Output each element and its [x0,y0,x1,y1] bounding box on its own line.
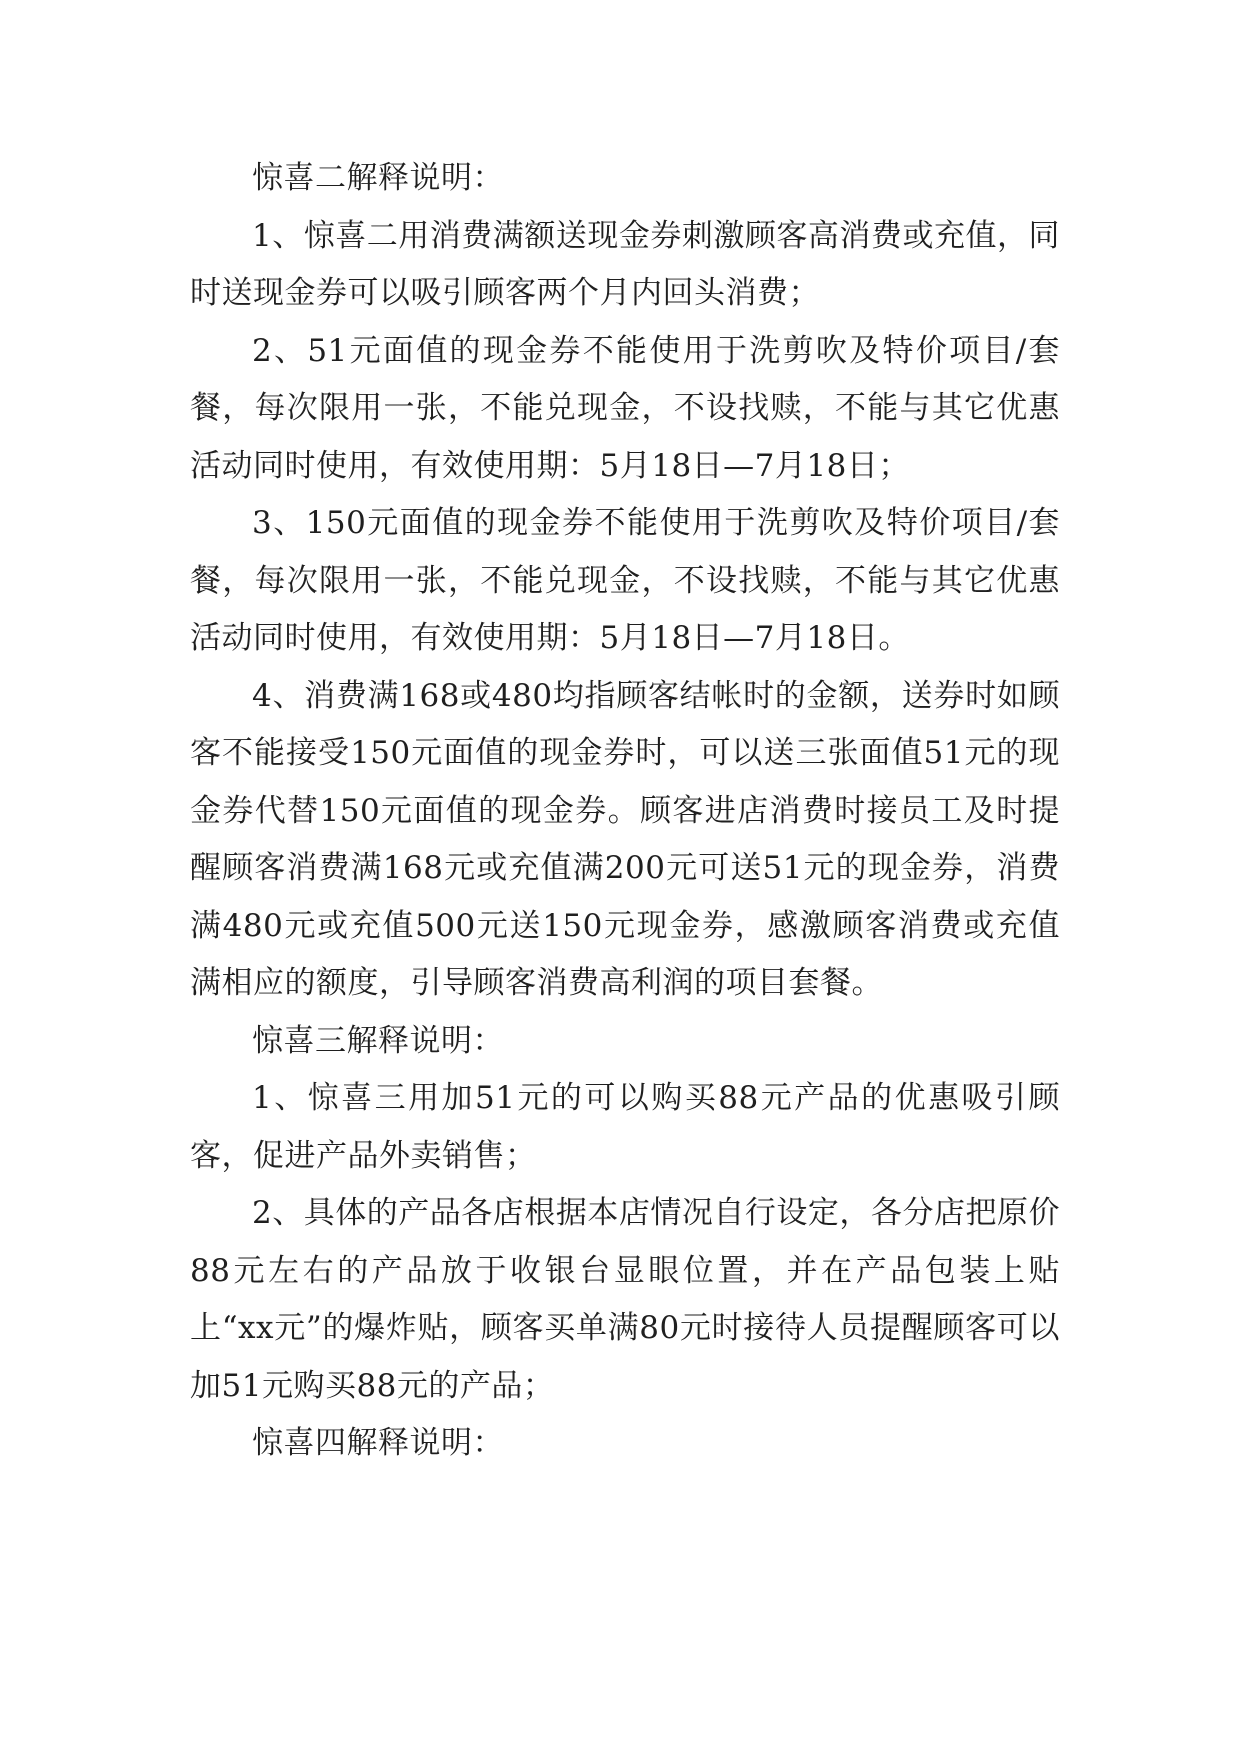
paragraph-item-4: 4、消费满168或480均指顾客结帐时的金额，送券时如顾客不能接受150元面值的现金券时，可以送三张面值51元的现金券代替150元面值的现金券。顾客进店消费时接员工及时提醒顾客消费满168元或充值满200元可送51元的现金券，消费满480元或充值500元送150元现金券，感激顾客消费或充值满相应的额度，引导顾客消费高利润的项目套餐。 [190,677,1060,1001]
section-heading-surprise-four: 惊喜四解释说明： [252,1425,504,1461]
paragraph-item-2-surprise-three: 2、具体的产品各店根据本店情况自行设定，各分店把原价88元左右的产品放于收银台显眼位置，并在产品包装上贴上“xx元”的爆炸贴，顾客买单满80元时接待人员提醒顾客可以加51元购买88元的产品； [190,1195,1060,1404]
paragraph-item-1-surprise-three: 1、惊喜三用加51元的可以购买88元产品的优惠吸引顾客，促进产品外卖销售； [190,1080,1060,1174]
paragraph-item-1: 1、惊喜二用消费满额送现金券刺激顾客高消费或充值，同时送现金券可以吸引顾客两个月内回头消费； [190,217,1060,311]
section-heading-surprise-three: 惊喜三解释说明： [252,1022,504,1059]
paragraph-item-2: 2、51元面值的现金券不能使用于洗剪吹及特价项目/套餐，每次限用一张，不能兑现金，不设找赎，不能与其它优惠活动同时使用，有效使用期：5月18日—7月18日； [190,332,1060,484]
paragraph-item-3: 3、150元面值的现金券不能使用于洗剪吹及特价项目/套餐，每次限用一张，不能兑现金，不设找赎，不能与其它优惠活动同时使用，有效使用期：5月18日—7月18日。 [190,505,1060,656]
section-heading-surprise-two: 惊喜二解释说明： [252,160,504,196]
document-body [190,150,1060,1473]
